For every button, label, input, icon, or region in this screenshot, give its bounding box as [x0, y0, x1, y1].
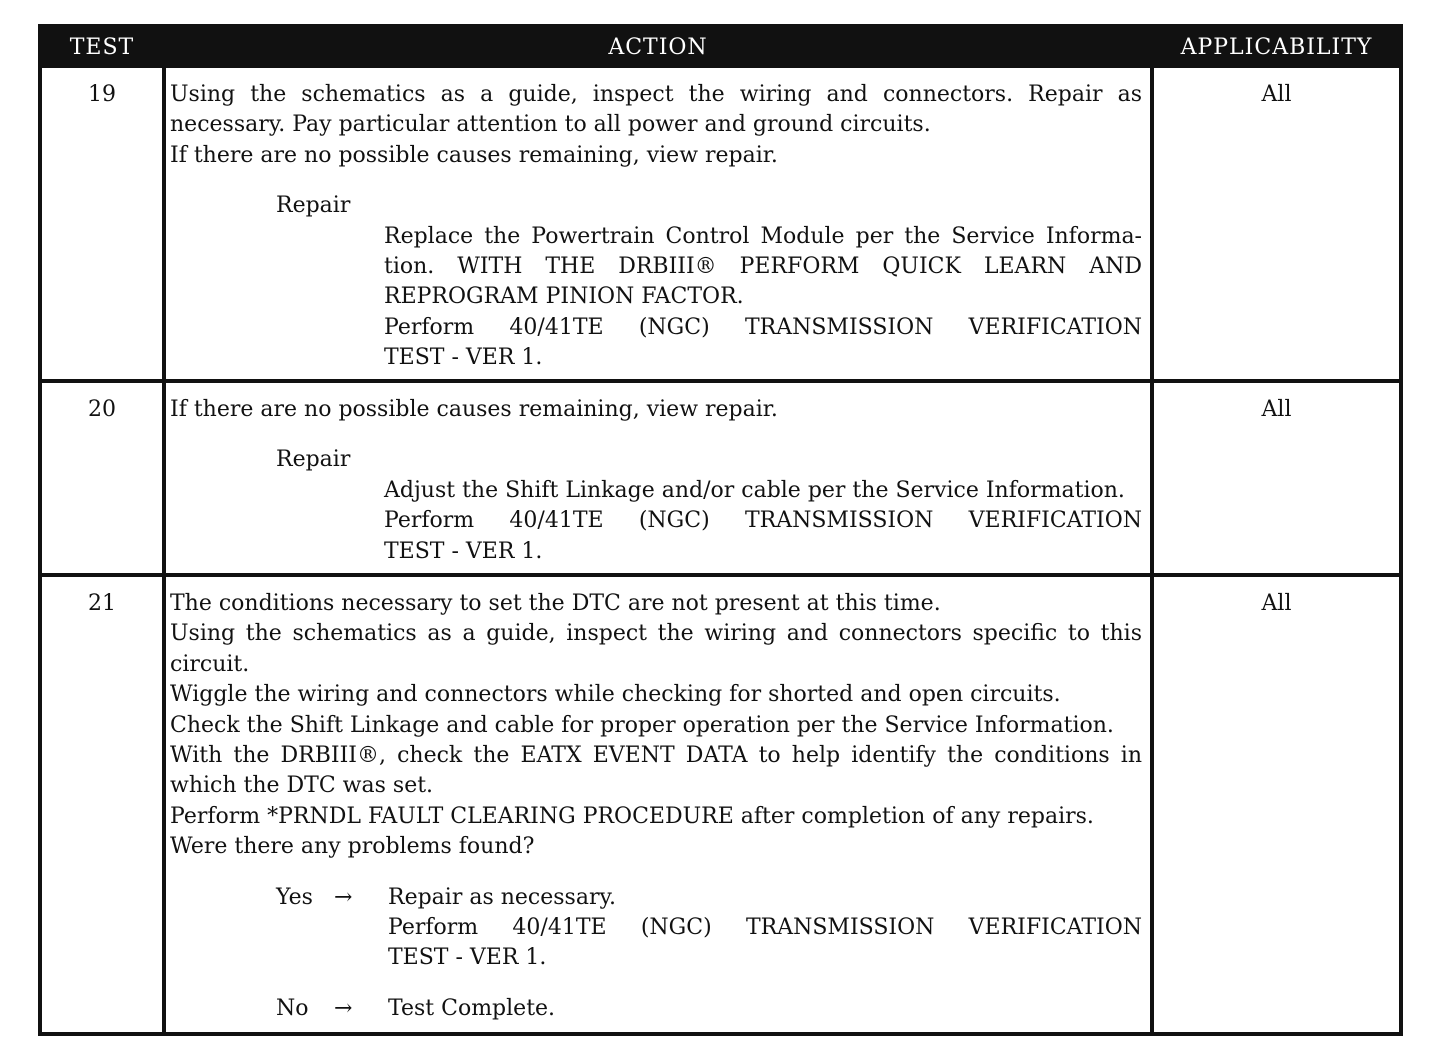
applicability-value: All [1261, 82, 1292, 107]
no-label: No [276, 995, 309, 1021]
header-applicability: APPLICABILITY [1180, 35, 1373, 60]
no-branch [276, 994, 1142, 1024]
action-text: If there are no possible causes remaining, view repair. [170, 142, 778, 168]
repair-line: REPROGRAM PINION FACTOR. [384, 284, 744, 310]
action-text: circuit. [170, 651, 250, 677]
action-text: which the DTC was set. [170, 773, 434, 799]
table-row-20 [42, 383, 1399, 573]
repair-label: Repair [276, 193, 351, 219]
repair-text [384, 476, 1142, 567]
action-cell [170, 589, 1142, 1024]
repair-text [384, 222, 1142, 374]
action-cell [170, 80, 1142, 374]
action-text: With the DRBIII®, check the EATX EVENT DATA to help identify the conditions in [170, 743, 1142, 769]
action-text: necessary. Pay particular attention to all power and ground circuits. [170, 112, 931, 138]
yes-label: Yes [276, 884, 313, 910]
yes-text: TEST - VER 1. [388, 945, 547, 971]
header-action: ACTION [608, 35, 708, 60]
action-text: If there are no possible causes remaining, view repair. [170, 397, 778, 422]
table-row-19 [42, 68, 1399, 379]
table-header [42, 28, 1399, 68]
yes-text: Perform 40/41TE (NGC) TRANSMISSION VERIFICATION [388, 915, 1142, 941]
applicability-value: All [1261, 397, 1292, 422]
yes-branch [276, 883, 1142, 974]
header-test: TEST [69, 35, 135, 60]
repair-line: TEST - VER 1. [384, 538, 543, 564]
diagnostic-table [38, 24, 1403, 1036]
arrow-right-icon: → [334, 995, 353, 1021]
repair-line: Perform 40/41TE (NGC) TRANSMISSION VERIFICATION [384, 508, 1142, 534]
action-cell [170, 395, 1142, 567]
action-text: Perform *PRNDL FAULT CLEARING PROCEDURE after completion of any repairs. [170, 803, 1094, 829]
no-text: Test Complete. [388, 995, 556, 1021]
action-text: Were there any problems found? [170, 834, 535, 860]
applicability-value: All [1261, 591, 1292, 616]
repair-line: Adjust the Shift Linkage and/or cable per the Service Information. [384, 477, 1125, 503]
table-row-21 [42, 577, 1399, 1032]
action-text: Using the schematics as a guide, inspect the wiring and connectors. Repair as [170, 82, 1142, 107]
action-text: The conditions necessary to set the DTC are not present at this time. [170, 591, 941, 616]
action-text: Using the schematics as a guide, inspect the wiring and connectors specific to this [170, 621, 1142, 647]
action-text: Check the Shift Linkage and cable for proper operation per the Service Information. [170, 712, 1114, 738]
repair-label: Repair [276, 447, 351, 473]
repair-line: Replace the Powertrain Control Module per the Service Informa- [384, 223, 1142, 249]
test-number: 21 [88, 591, 116, 616]
yes-text: Repair as necessary. [388, 884, 616, 910]
arrow-right-icon: → [334, 884, 353, 910]
action-text: Wiggle the wiring and connectors while checking for shorted and open circuits. [170, 682, 1061, 708]
repair-line: Perform 40/41TE (NGC) TRANSMISSION VERIFICATION [384, 314, 1142, 340]
repair-line: tion. WITH THE DRBIII® PERFORM QUICK LEARN AND [384, 254, 1142, 280]
repair-line: TEST - VER 1. [384, 345, 543, 371]
test-number: 20 [88, 397, 116, 422]
test-number: 19 [88, 82, 116, 107]
